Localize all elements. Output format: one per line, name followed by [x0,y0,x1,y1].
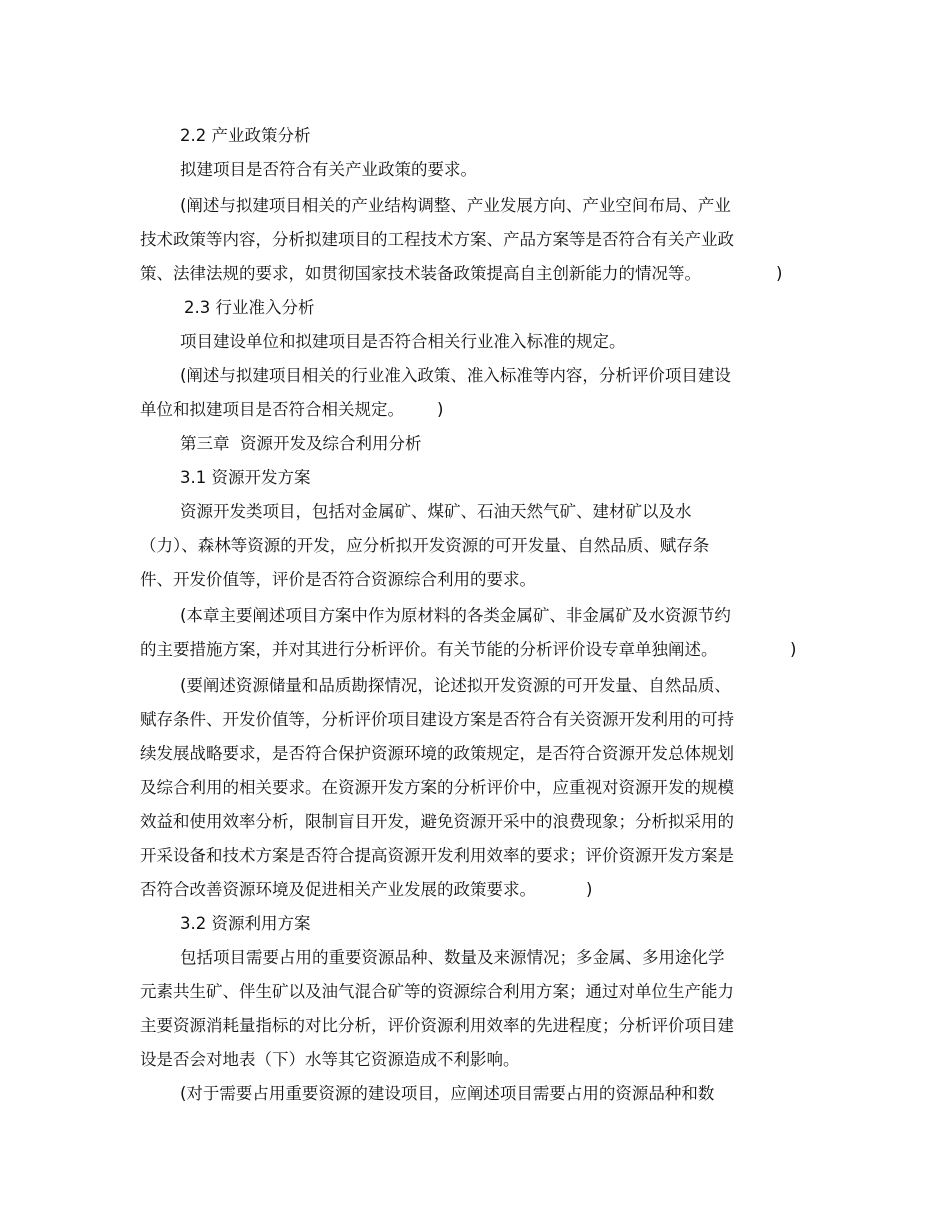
paragraph-line: 单位和拟建项目是否符合相关规定。 [140,400,404,419]
closing-paren: ) [586,880,593,899]
paragraph-line: 的主要措施方案，并对其进行分析评价。有关节能的分析评价设专章单独阐述。 [140,640,718,659]
paragraph-line: 设是否会对地表（下）水等其它资源造成不利影响。 [140,1050,520,1069]
paragraph-line: 主要资源消耗量指标的对比分析，评价资源利用效率的先进程度；分析评价项目建 [140,1016,734,1035]
paragraph-line: (本章主要阐述项目方案中作为原材料的各类金属矿、非金属矿及水资源节约 [180,606,731,625]
closing-paren: ) [776,264,783,283]
paragraph-line: (对于需要占用重要资源的建设项目，应阐述项目需要占用的资源品种和数 [180,1084,715,1103]
paragraph-line: (阐述与拟建项目相关的产业结构调整、产业发展方向、产业空间布局、产业 [180,196,731,215]
paragraph-line: 策、法律法规的要求，如贯彻国家技术装备政策提高自主创新能力的情况等。 [140,264,701,283]
paragraph-line: (阐述与拟建项目相关的行业准入政策、准入标准等内容，分析评价项目建设 [180,366,731,385]
paragraph-line: (要阐述资源储量和品质勘探情况，论述拟开发资源的可开发量、自然品质、 [180,676,731,695]
paragraph-line: 开采设备和技术方案是否符合提高资源开发利用效率的要求；评价资源开发方案是 [140,846,734,865]
chapter-heading: 第三章 资源开发及综合利用分析 [180,434,422,453]
section-heading-3-2: 3.2 资源利用方案 [180,914,311,933]
paragraph-line: 否符合改善资源环境及促进相关产业发展的政策要求。 [140,880,536,899]
closing-paren: ) [437,400,444,419]
paragraph-line: 项目建设单位和拟建项目是否符合相关行业准入标准的规定。 [180,332,626,351]
paragraph-line: 拟建项目是否符合有关产业政策的要求。 [180,160,477,179]
paragraph-line: 件、开发价值等，评价是否符合资源综合利用的要求。 [140,570,536,589]
paragraph-line: 及综合利用的相关要求。在资源开发方案的分析评价中，应重视对资源开发的规模 [140,778,734,797]
paragraph-line: 续发展战略要求，是否符合保护资源环境的政策规定，是否符合资源开发总体规划 [140,744,734,763]
paragraph-line: 资源开发类项目，包括对金属矿、煤矿、石油天然气矿、建材矿以及水 [180,502,692,521]
paragraph-line: 技术政策等内容，分析拟建项目的工程技术方案、产品方案等是否符合有关产业政 [140,230,734,249]
paragraph-line: 赋存条件、开发价值等，分析评价项目建设方案是否符合有关资源开发利用的可持 [140,710,734,729]
paragraph-line: （力）、森林等资源的开发，应分析拟开发资源的可开发量、自然品质、赋存条 [140,536,710,555]
paragraph-line: 元素共生矿、伴生矿以及油气混合矿等的资源综合利用方案；通过对单位生产能力 [140,982,734,1001]
paragraph-line: 效益和使用效率分析，限制盲目开发，避免资源开采中的浪费现象；分析拟采用的 [140,812,734,831]
section-heading-2-2: 2.2 产业政策分析 [180,126,311,145]
paragraph-line: 包括项目需要占用的重要资源品种、数量及来源情况；多金属、多用途化学 [180,948,725,967]
section-heading-2-3: 2.3 行业准入分析 [184,298,315,317]
closing-paren: ) [790,640,797,659]
section-heading-3-1: 3.1 资源开发方案 [180,468,311,487]
